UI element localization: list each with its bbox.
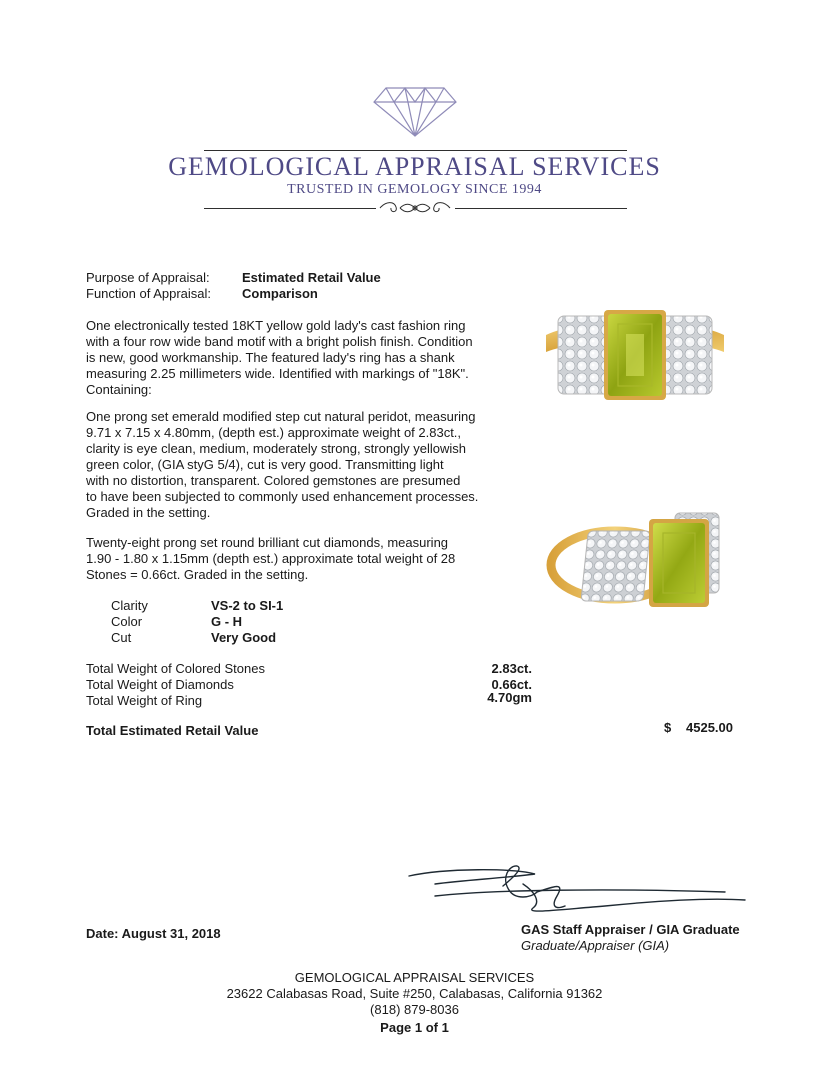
header-rule-right — [455, 208, 627, 209]
grading-clarity-label: Clarity — [111, 598, 148, 613]
total-ring-weight-value: 4.70gm — [487, 690, 532, 705]
footer-phone: (818) 879-8036 — [370, 1002, 459, 1017]
total-ring-weight-label: Total Weight of Ring — [86, 693, 203, 708]
appraiser-signature — [405, 862, 750, 922]
appraisal-date: Date: August 31, 2018 — [86, 926, 221, 941]
diamond-logo-icon — [372, 86, 458, 138]
total-diamonds-value: 0.66ct. — [491, 677, 532, 692]
function-label: Function of Appraisal: — [86, 286, 212, 301]
total-diamonds-label: Total Weight of Diamonds — [86, 677, 234, 692]
retail-currency: $ — [664, 720, 672, 735]
appraiser-subtitle: Graduate/Appraiser (GIA) — [521, 938, 670, 953]
retail-amount: 4525.00 — [686, 720, 733, 735]
appraiser-title: GAS Staff Appraiser / GIA Graduate — [521, 922, 740, 937]
ring-photo-angled-view — [545, 505, 730, 615]
purpose-value: Estimated Retail Value — [242, 270, 381, 285]
function-value: Comparison — [242, 286, 318, 301]
total-colored-stones-label: Total Weight of Colored Stones — [86, 661, 265, 676]
total-colored-stones-value: 2.83ct. — [491, 661, 532, 676]
page-number: Page 1 of 1 — [380, 1020, 449, 1035]
grading-color-label: Color — [111, 614, 143, 629]
grading-cut-value: Very Good — [211, 630, 277, 645]
header-rule-top — [204, 150, 627, 151]
grading-color-value: G - H — [211, 614, 243, 629]
brand-title: GEMOLOGICAL APPRAISAL SERVICES — [168, 152, 661, 181]
footer-address: 23622 Calabasas Road, Suite #250, Calabasas, California 91362 — [226, 986, 603, 1001]
scroll-ornament-icon — [372, 199, 458, 217]
ring-description: One electronically tested 18KT yellow gold lady's cast fashion ring with a four row wide band motif with a bright polish finish. Condition is new, good workmanship. The featured lady's ring has a shank measuring 2.25 millimeters wide. Identified with markings of "18K". Containing: — [86, 318, 473, 397]
diamond-description: Twenty-eight prong set round brilliant cut diamonds, measuring 1.90 - 1.80 x 1.15mm (depth est.) approximate total weight of 28 Stones = 0.66ct. Graded in the setting. — [86, 535, 456, 582]
ring-photo-top-view — [540, 300, 730, 410]
brand-tagline: TRUSTED IN GEMOLOGY SINCE 1994 — [287, 182, 542, 197]
retail-value-label: Total Estimated Retail Value — [86, 723, 259, 738]
purpose-label: Purpose of Appraisal: — [86, 270, 210, 285]
grading-clarity-value: VS-2 to SI-1 — [211, 598, 284, 613]
header-rule-left — [204, 208, 376, 209]
peridot-description: One prong set emerald modified step cut natural peridot, measuring 9.71 x 7.15 x 4.80mm, (depth est.) approximate weight of 2.83ct., clarity is eye clean, medium, moderately strong, strongly yellowish green color, (GIA styG 5/4), cut is very good. Transmitting light with no distortion, transparent. Colored gemstones are presumed to have been subjected to commonly used enhancement processes. Graded in the setting. — [86, 409, 479, 520]
grading-cut-label: Cut — [111, 630, 132, 645]
footer-company: GEMOLOGICAL APPRAISAL SERVICES — [294, 970, 535, 985]
